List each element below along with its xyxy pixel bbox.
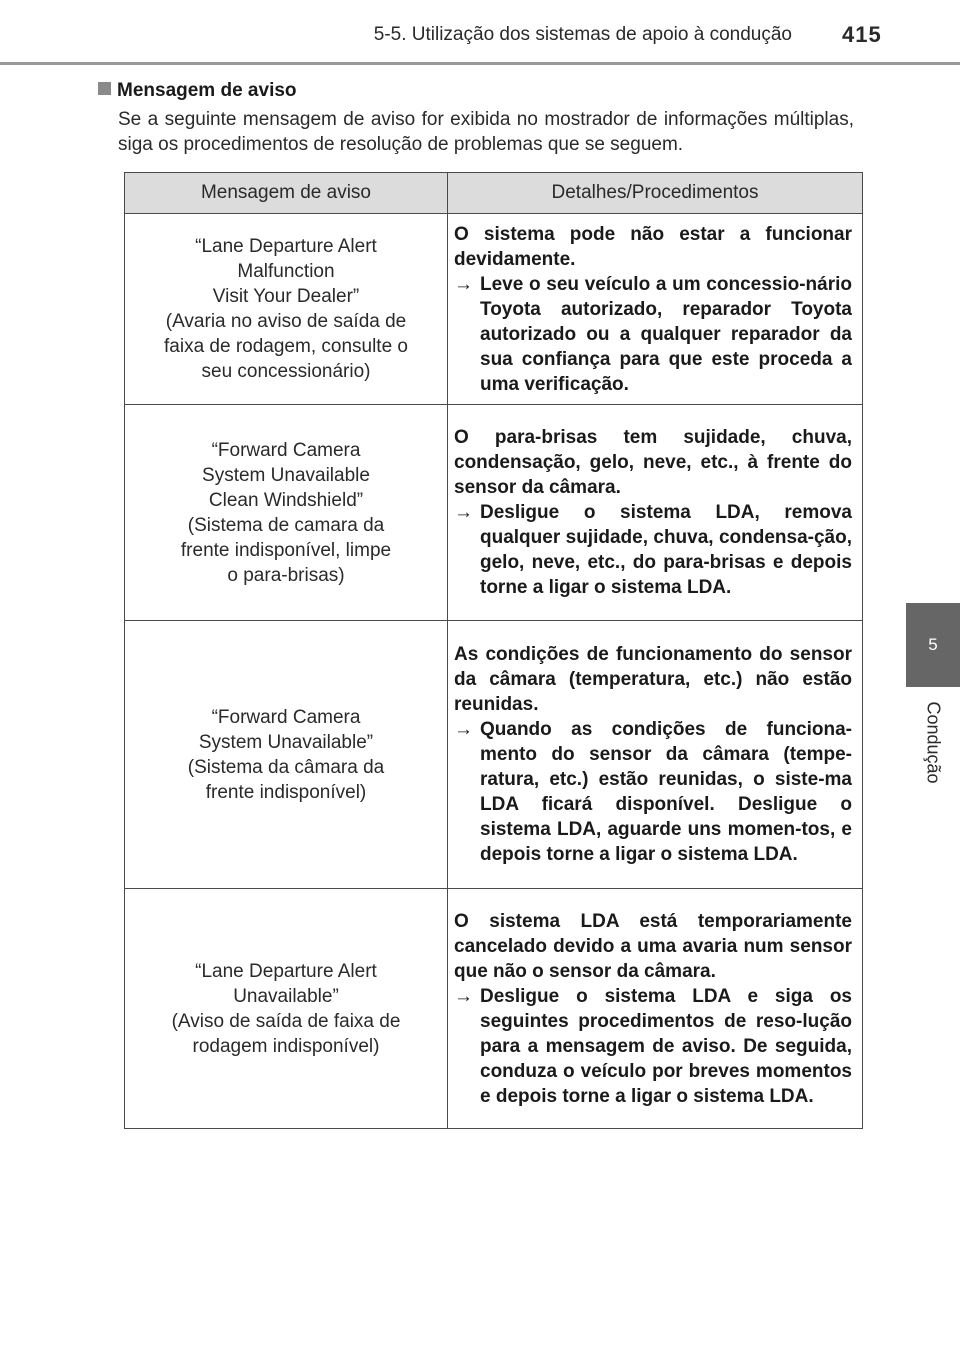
warning-table <box>124 172 863 1129</box>
header-title: 5-5. Utilização dos sistemas de apoio à condução <box>373 24 792 45</box>
message-cell <box>125 405 448 621</box>
detail-cell <box>448 621 863 889</box>
procedure-step <box>454 500 852 600</box>
procedure-step <box>454 272 852 397</box>
detail-text: As condições de funcionamento do sensor da câmara (temperatura, etc.) não estão reunidas. <box>454 644 852 715</box>
table-row <box>125 214 863 405</box>
intro-paragraph: Se a seguinte mensagem de aviso for exibida no mostrador de informações múltiplas, siga os procedimentos de resolução de problemas que se seguem. <box>118 109 854 155</box>
column-header-message: Mensagem de aviso <box>125 173 448 214</box>
chapter-tab-label-wrap <box>906 687 960 797</box>
detail-cell <box>448 405 863 621</box>
arrow-right-icon: → <box>454 719 473 740</box>
table-row <box>125 621 863 889</box>
detail-text: O sistema pode não estar a funcionar devidamente. <box>454 223 852 270</box>
detail-cell <box>448 214 863 405</box>
procedure-step <box>454 984 852 1109</box>
section-heading-text: Mensagem de aviso <box>117 80 297 101</box>
message-cell <box>125 214 448 405</box>
warning-message: “Lane Departure Alert Unavailable” (Aviso de saída de faixa de rodagem indisponível) <box>171 960 401 1057</box>
arrow-right-icon: → <box>454 985 473 1007</box>
detail-cell <box>448 889 863 1129</box>
table-header-row <box>125 173 863 214</box>
chapter-tab-label: Condução <box>923 700 944 784</box>
table-row <box>125 405 863 621</box>
arrow-right-icon: → <box>454 502 473 523</box>
message-cell <box>125 621 448 889</box>
procedure-step <box>454 717 852 867</box>
warning-message: “Forward Camera System Unavailable” (Sistema da câmara da frente indisponível) <box>187 706 385 803</box>
message-cell <box>125 889 448 1129</box>
procedure-text: Leve o seu veículo a um concessio-nário Toyota autorizado, reparador Toyota autorizado ou a qualquer reparador da sua confiança para que este proceda a uma verificação. <box>480 273 852 395</box>
section-heading <box>98 80 297 102</box>
procedure-text: Quando as condições de funciona-mento do sensor da câmara (tempe-ratura, etc.) estão reunidas, o siste-ma LDA ficará disponível. Desligue o sistema LDA, aguarde uns momen-tos, e depois torne a ligar o sistema LDA. <box>480 719 852 865</box>
chapter-tab-number: 5 <box>906 603 960 687</box>
warning-message: “Forward Camera System Unavailable Clean Windshield” (Sistema de camara da frente indisponível, limpe o para-brisas) <box>180 439 392 586</box>
detail-text: O para-brisas tem sujidade, chuva, condensação, gelo, neve, etc., à frente do sensor da câmara. <box>454 427 852 498</box>
header-divider <box>0 62 960 65</box>
arrow-right-icon: → <box>454 273 473 295</box>
warning-message: “Lane Departure Alert Malfunction Visit Your Dealer” (Avaria no aviso de saída de faixa de rodagem, consulte o seu concessionário) <box>164 236 408 382</box>
table-row <box>125 889 863 1129</box>
square-bullet-icon <box>98 82 111 95</box>
procedure-text: Desligue o sistema LDA, remova qualquer sujidade, chuva, condensa-ção, gelo, neve, etc., do para-brisas e depois torne a ligar o sistema LDA. <box>480 502 852 598</box>
page-number: 415 <box>842 22 882 47</box>
column-header-details: Detalhes/Procedimentos <box>448 173 863 214</box>
detail-text: O sistema LDA está temporariamente cancelado devido a uma avaria num sensor que não o sensor da câmara. <box>454 910 852 982</box>
procedure-text: Desligue o sistema LDA e siga os seguintes procedimentos de reso-lução para a mensagem de aviso. De seguida, conduza o veículo por breves momentos e depois torne a ligar o sistema LDA. <box>480 985 852 1107</box>
